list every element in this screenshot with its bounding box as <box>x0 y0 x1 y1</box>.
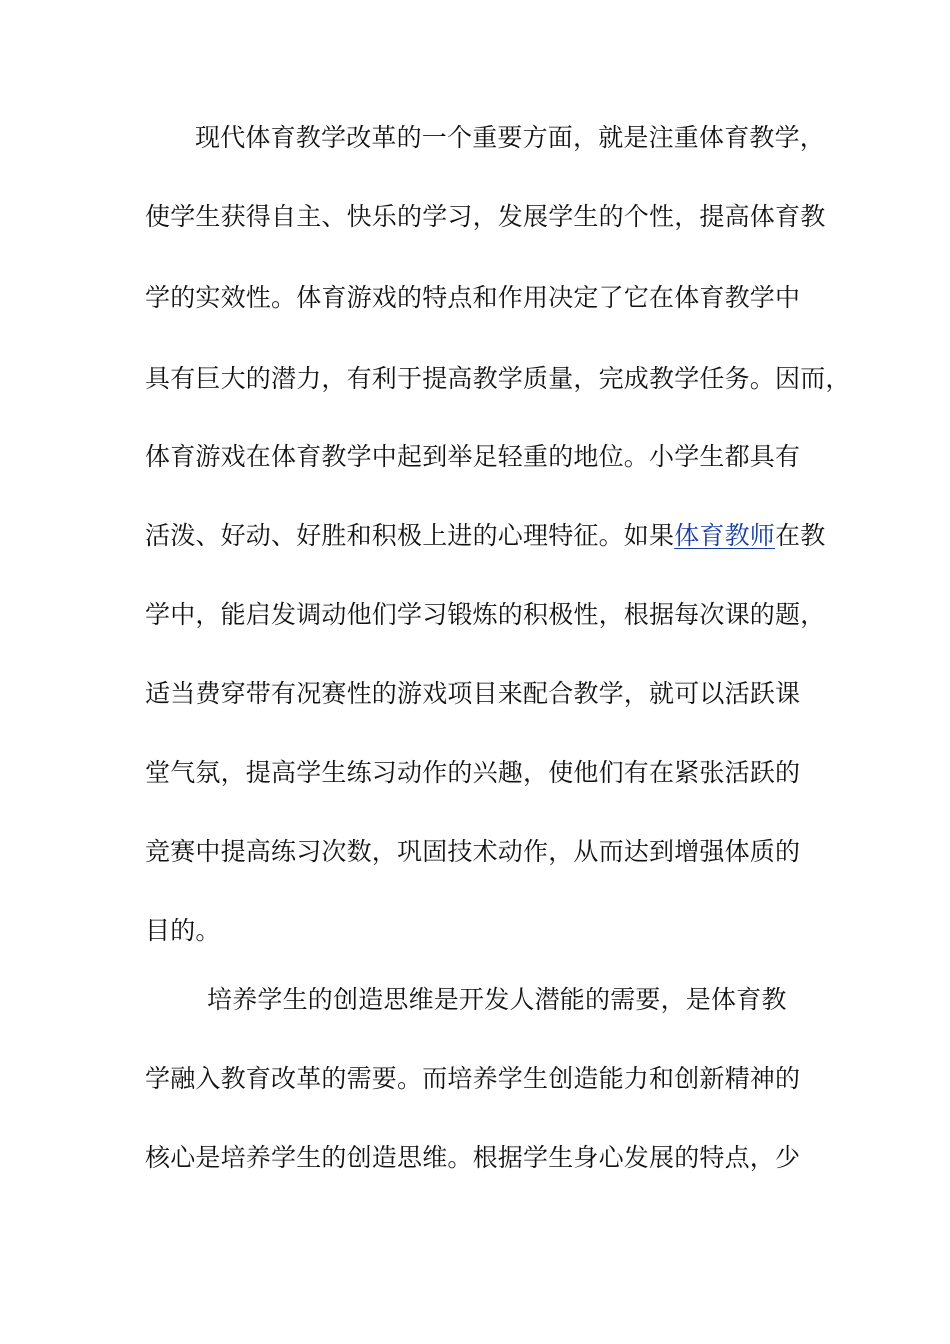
paragraph2-line2: 学融入教育改革的需要。而培养学生创造能力和创新精神的 <box>145 1064 801 1093</box>
paragraph1-line1: 现代体育教学改革的一个重要方面，就是注重体育教学， <box>195 123 826 152</box>
paragraph1-line6-text-after: 在教 <box>775 521 826 550</box>
paragraph1-line7: 学中，能启发调动他们学习锻炼的积极性，根据每次课的题， <box>145 600 826 629</box>
paragraph1-line3: 学的实效性。体育游戏的特点和作用决定了它在体育教学中 <box>145 283 801 312</box>
paragraph1-line9: 堂气氛，提高学生练习动作的兴趣，使他们有在紧张活跃的 <box>145 758 801 787</box>
paragraph1-line6-text-before: 活泼、好动、好胜和积极上进的心理特征。如果 <box>145 521 675 550</box>
paragraph1-line11: 目的。 <box>145 916 221 945</box>
paragraph1-line10: 竞赛中提高练习次数，巩固技术动作，从而达到增强体质的 <box>145 837 801 866</box>
paragraph1-line6 <box>145 519 825 553</box>
paragraph2-line3: 核心是培养学生的创造思维。根据学生身心发展的特点，少 <box>145 1143 801 1172</box>
paragraph2-line1: 培养学生的创造思维是开发人潜能的需要，是体育教 <box>207 985 787 1014</box>
teacher-link[interactable]: 体育教师 <box>674 521 776 550</box>
paragraph1-line2: 使学生获得自主、快乐的学习，发展学生的个性，提高体育教 <box>145 202 826 231</box>
paragraph1-line5: 体育游戏在体育教学中起到举足轻重的地位。小学生都具有 <box>145 442 801 471</box>
paragraph1-line8: 适当费穿带有况赛性的游戏项目来配合教学，就可以活跃课 <box>145 679 801 708</box>
paragraph1-line4: 具有巨大的潜力，有利于提高教学质量，完成教学任务。因而， <box>145 364 851 393</box>
